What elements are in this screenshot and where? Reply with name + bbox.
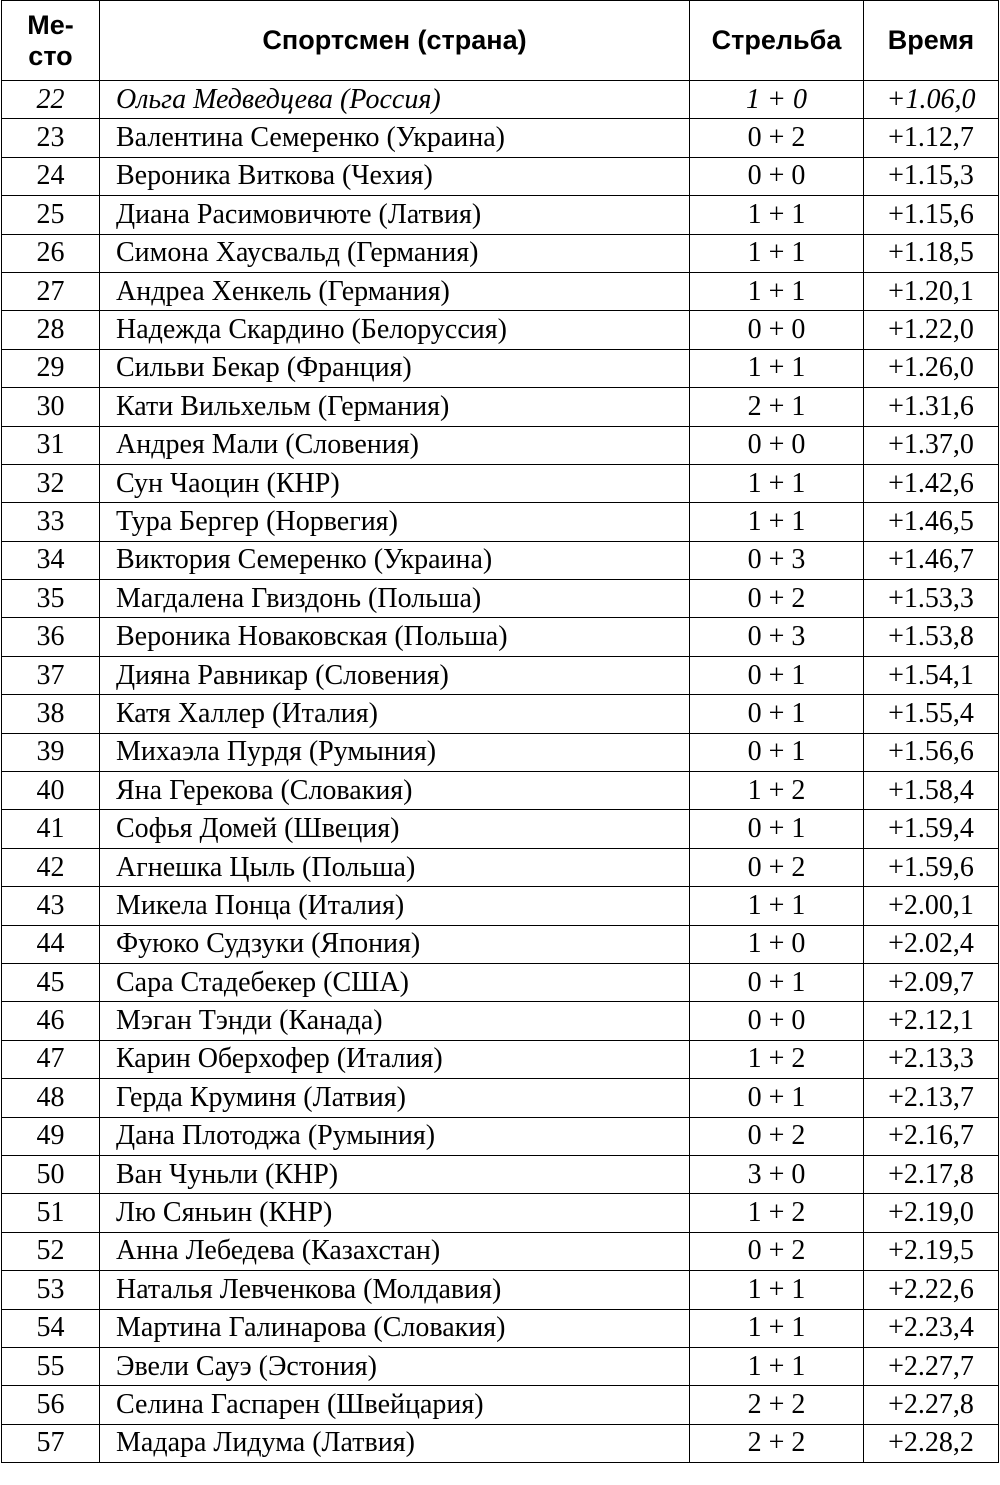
- table-row: [2, 1309, 999, 1347]
- table-row: [2, 272, 999, 310]
- shooting-cell: 0 + 1: [690, 1079, 864, 1117]
- place-cell: 25: [2, 196, 100, 234]
- shooting-cell: 1 + 1: [690, 887, 864, 925]
- athlete-cell: Тура Бергер (Норвегия): [100, 503, 690, 541]
- time-cell: +1.46,5: [864, 503, 999, 541]
- shooting-cell: 0 + 1: [690, 963, 864, 1001]
- shooting-cell: 3 + 0: [690, 1155, 864, 1193]
- shooting-cell: 1 + 1: [690, 1347, 864, 1385]
- place-cell: 57: [2, 1424, 100, 1462]
- athlete-cell: Сара Стадебекер (США): [100, 963, 690, 1001]
- shooting-cell: 0 + 0: [690, 157, 864, 195]
- time-cell: +1.31,6: [864, 388, 999, 426]
- place-cell: 38: [2, 695, 100, 733]
- athlete-cell: Катя Халлер (Италия): [100, 695, 690, 733]
- time-cell: +1.59,4: [864, 810, 999, 848]
- shooting-cell: 1 + 1: [690, 464, 864, 502]
- place-cell: 29: [2, 349, 100, 387]
- shooting-cell: 2 + 1: [690, 388, 864, 426]
- table-row: [2, 695, 999, 733]
- time-cell: +1.06,0: [864, 81, 999, 119]
- place-cell: 42: [2, 848, 100, 886]
- place-cell: 43: [2, 887, 100, 925]
- shooting-cell: 0 + 1: [690, 695, 864, 733]
- shooting-cell: 1 + 0: [690, 81, 864, 119]
- place-cell: 22: [2, 81, 100, 119]
- table-row: [2, 1232, 999, 1270]
- athlete-cell: Кати Вильхельм (Германия): [100, 388, 690, 426]
- shooting-cell: 2 + 2: [690, 1424, 864, 1462]
- athlete-cell: Вероника Виткова (Чехия): [100, 157, 690, 195]
- table-row: [2, 81, 999, 119]
- place-cell: 56: [2, 1386, 100, 1424]
- place-cell: 30: [2, 388, 100, 426]
- athlete-cell: Микела Понца (Италия): [100, 887, 690, 925]
- place-cell: 41: [2, 810, 100, 848]
- time-cell: +2.22,6: [864, 1271, 999, 1309]
- athlete-cell: Виктория Семеренко (Украина): [100, 541, 690, 579]
- table-row: [2, 1194, 999, 1232]
- table-row: [2, 887, 999, 925]
- shooting-cell: 0 + 1: [690, 656, 864, 694]
- athlete-cell: Вероника Новаковская (Польша): [100, 618, 690, 656]
- time-cell: +2.23,4: [864, 1309, 999, 1347]
- table-row: [2, 349, 999, 387]
- athlete-cell: Сильви Бекар (Франция): [100, 349, 690, 387]
- athlete-cell: Надежда Скардино (Белоруссия): [100, 311, 690, 349]
- table-row: [2, 157, 999, 195]
- table-row: [2, 580, 999, 618]
- time-cell: +1.53,8: [864, 618, 999, 656]
- place-cell: 32: [2, 464, 100, 502]
- place-cell: 53: [2, 1271, 100, 1309]
- athlete-cell: Дияна Равникар (Словения): [100, 656, 690, 694]
- table-row: [2, 656, 999, 694]
- table-row: [2, 503, 999, 541]
- place-cell: 47: [2, 1040, 100, 1078]
- shooting-cell: 0 + 2: [690, 848, 864, 886]
- athlete-cell: Эвели Сауэ (Эстония): [100, 1347, 690, 1385]
- shooting-cell: 1 + 1: [690, 1271, 864, 1309]
- shooting-cell: 2 + 2: [690, 1386, 864, 1424]
- table-row: [2, 618, 999, 656]
- place-cell: 27: [2, 272, 100, 310]
- athlete-cell: Софья Домей (Швеция): [100, 810, 690, 848]
- shooting-cell: 0 + 2: [690, 119, 864, 157]
- athlete-cell: Агнешка Цыль (Польша): [100, 848, 690, 886]
- header-athlete: Спортсмен (страна): [100, 1, 690, 81]
- athlete-cell: Сун Чаоцин (КНР): [100, 464, 690, 502]
- time-cell: +1.46,7: [864, 541, 999, 579]
- shooting-cell: 1 + 1: [690, 349, 864, 387]
- place-cell: 44: [2, 925, 100, 963]
- place-cell: 24: [2, 157, 100, 195]
- shooting-cell: 1 + 1: [690, 196, 864, 234]
- athlete-cell: Наталья Левченкова (Молдавия): [100, 1271, 690, 1309]
- table-row: [2, 1155, 999, 1193]
- table-row: [2, 772, 999, 810]
- time-cell: +1.54,1: [864, 656, 999, 694]
- time-cell: +2.12,1: [864, 1002, 999, 1040]
- time-cell: +2.28,2: [864, 1424, 999, 1462]
- athlete-cell: Мадара Лидума (Латвия): [100, 1424, 690, 1462]
- table-row: [2, 464, 999, 502]
- place-cell: 31: [2, 426, 100, 464]
- table-row: [2, 963, 999, 1001]
- time-cell: +2.17,8: [864, 1155, 999, 1193]
- athlete-cell: Андреа Хенкель (Германия): [100, 272, 690, 310]
- shooting-cell: 0 + 2: [690, 580, 864, 618]
- table-row: [2, 1347, 999, 1385]
- shooting-cell: 0 + 2: [690, 1232, 864, 1270]
- table-row: [2, 426, 999, 464]
- time-cell: +1.18,5: [864, 234, 999, 272]
- place-cell: 39: [2, 733, 100, 771]
- table-header: [2, 1, 999, 81]
- shooting-cell: 1 + 1: [690, 503, 864, 541]
- shooting-cell: 0 + 0: [690, 1002, 864, 1040]
- shooting-cell: 1 + 1: [690, 1309, 864, 1347]
- place-cell: 37: [2, 656, 100, 694]
- table-row: [2, 1117, 999, 1155]
- athlete-cell: Лю Сяньин (КНР): [100, 1194, 690, 1232]
- place-cell: 36: [2, 618, 100, 656]
- shooting-cell: 0 + 1: [690, 733, 864, 771]
- athlete-cell: Герда Круминя (Латвия): [100, 1079, 690, 1117]
- time-cell: +1.12,7: [864, 119, 999, 157]
- time-cell: +1.15,3: [864, 157, 999, 195]
- place-cell: 54: [2, 1309, 100, 1347]
- place-cell: 50: [2, 1155, 100, 1193]
- table-row: [2, 1386, 999, 1424]
- place-cell: 34: [2, 541, 100, 579]
- place-cell: 48: [2, 1079, 100, 1117]
- athlete-cell: Селина Гаспарен (Швейцария): [100, 1386, 690, 1424]
- time-cell: +1.20,1: [864, 272, 999, 310]
- time-cell: +1.59,6: [864, 848, 999, 886]
- athlete-cell: Диана Расимовичюте (Латвия): [100, 196, 690, 234]
- place-cell: 45: [2, 963, 100, 1001]
- time-cell: +1.37,0: [864, 426, 999, 464]
- table-row: [2, 311, 999, 349]
- table-row: [2, 1079, 999, 1117]
- shooting-cell: 1 + 1: [690, 234, 864, 272]
- table-row: [2, 1040, 999, 1078]
- table-row: [2, 1002, 999, 1040]
- athlete-cell: Карин Оберхофер (Италия): [100, 1040, 690, 1078]
- time-cell: +1.26,0: [864, 349, 999, 387]
- table-row: [2, 925, 999, 963]
- time-cell: +2.16,7: [864, 1117, 999, 1155]
- table-row: [2, 234, 999, 272]
- shooting-cell: 0 + 3: [690, 618, 864, 656]
- results-table: [1, 0, 999, 1463]
- shooting-cell: 1 + 1: [690, 272, 864, 310]
- time-cell: +2.19,0: [864, 1194, 999, 1232]
- athlete-cell: Валентина Семеренко (Украина): [100, 119, 690, 157]
- shooting-cell: 0 + 0: [690, 426, 864, 464]
- athlete-cell: Анна Лебедева (Казахстан): [100, 1232, 690, 1270]
- time-cell: +2.19,5: [864, 1232, 999, 1270]
- shooting-cell: 0 + 2: [690, 1117, 864, 1155]
- table-row: [2, 810, 999, 848]
- place-cell: 52: [2, 1232, 100, 1270]
- time-cell: +1.22,0: [864, 311, 999, 349]
- place-cell: 40: [2, 772, 100, 810]
- time-cell: +2.27,8: [864, 1386, 999, 1424]
- time-cell: +1.55,4: [864, 695, 999, 733]
- header-row: [2, 1, 999, 81]
- time-cell: +1.53,3: [864, 580, 999, 618]
- athlete-cell: Яна Герекова (Словакия): [100, 772, 690, 810]
- place-cell: 33: [2, 503, 100, 541]
- header-place: [2, 1, 100, 81]
- table-row: [2, 119, 999, 157]
- place-cell: 51: [2, 1194, 100, 1232]
- place-cell: 28: [2, 311, 100, 349]
- time-cell: +2.27,7: [864, 1347, 999, 1385]
- header-shooting: Стрельба: [690, 1, 864, 81]
- athlete-cell: Симона Хаусвальд (Германия): [100, 234, 690, 272]
- athlete-cell: Фуюко Судзуки (Япония): [100, 925, 690, 963]
- place-cell: 26: [2, 234, 100, 272]
- shooting-cell: 1 + 2: [690, 772, 864, 810]
- athlete-cell: Михаэла Пурдя (Румыния): [100, 733, 690, 771]
- table-row: [2, 848, 999, 886]
- header-place-label: Ме- сто: [27, 9, 74, 71]
- time-cell: +2.00,1: [864, 887, 999, 925]
- place-cell: 35: [2, 580, 100, 618]
- shooting-cell: 0 + 0: [690, 311, 864, 349]
- shooting-cell: 0 + 3: [690, 541, 864, 579]
- shooting-cell: 0 + 1: [690, 810, 864, 848]
- place-cell: 46: [2, 1002, 100, 1040]
- athlete-cell: Андрея Мали (Словения): [100, 426, 690, 464]
- table-row: [2, 541, 999, 579]
- time-cell: +2.13,7: [864, 1079, 999, 1117]
- shooting-cell: 1 + 2: [690, 1040, 864, 1078]
- time-cell: +1.42,6: [864, 464, 999, 502]
- time-cell: +2.13,3: [864, 1040, 999, 1078]
- athlete-cell: Ван Чуньли (КНР): [100, 1155, 690, 1193]
- time-cell: +1.58,4: [864, 772, 999, 810]
- time-cell: +2.09,7: [864, 963, 999, 1001]
- header-time: Время: [864, 1, 999, 81]
- time-cell: +1.56,6: [864, 733, 999, 771]
- athlete-cell: Ольга Медведцева (Россия): [100, 81, 690, 119]
- place-cell: 49: [2, 1117, 100, 1155]
- table-row: [2, 1271, 999, 1309]
- shooting-cell: 1 + 0: [690, 925, 864, 963]
- time-cell: +1.15,6: [864, 196, 999, 234]
- place-cell: 55: [2, 1347, 100, 1385]
- table-row: [2, 388, 999, 426]
- athlete-cell: Мартина Галинарова (Словакия): [100, 1309, 690, 1347]
- shooting-cell: 1 + 2: [690, 1194, 864, 1232]
- place-cell: 23: [2, 119, 100, 157]
- athlete-cell: Мэган Тэнди (Канада): [100, 1002, 690, 1040]
- athlete-cell: Магдалена Гвиздонь (Польша): [100, 580, 690, 618]
- table-row: [2, 733, 999, 771]
- table-row: [2, 1424, 999, 1462]
- athlete-cell: Дана Плотоджа (Румыния): [100, 1117, 690, 1155]
- time-cell: +2.02,4: [864, 925, 999, 963]
- table-body: [2, 81, 999, 1463]
- table-row: [2, 196, 999, 234]
